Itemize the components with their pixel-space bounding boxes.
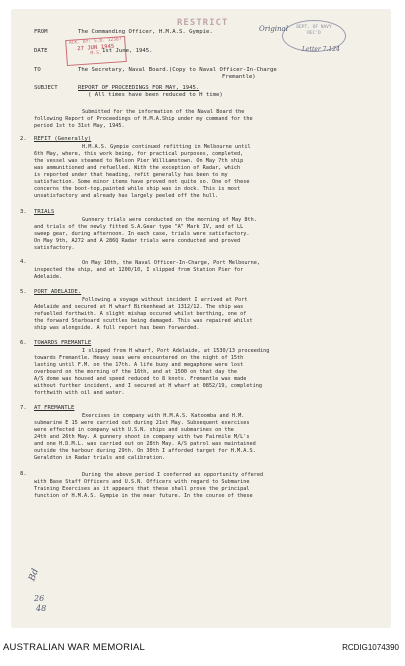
fremantle-line: forthwith with oil and water. — [34, 390, 125, 396]
from-value: The Commanding Officer, H.M.A.S. Gympie. — [78, 29, 213, 35]
fremantle-line: lasting until F.M. on the 17th. A life buoy and megaphone were lost — [34, 362, 244, 368]
section8-line: with Base Staff Officers and U.S.N. Officers with regard to Submarine — [34, 479, 250, 485]
section-number: 7. — [20, 405, 27, 411]
trials-line: satisfactory. — [34, 245, 75, 251]
at-fremantle-line: Exercises in company with H.M.A.S. Katoomba and H.M. — [82, 413, 245, 419]
fremantle-line: without further incident, and I secured at H wharf at 0852/19, completing — [34, 383, 262, 389]
at-fremantle-line: outside the harbour during 29th. On 30th I afforded target for H.M.A.S. — [34, 448, 256, 454]
received-stamp-line1: ACK. BY: S.B. 12307 — [68, 37, 122, 46]
section-number: 4. — [20, 259, 27, 265]
fremantle-line: towards Fremantle. Heavy seas were encountered on the night of 15th — [34, 355, 244, 361]
adelaide-line: refuelled forthwith. A slight mishap occured whilst berthing, one of — [34, 311, 247, 317]
received-stamp-line3: M.S. — [90, 50, 102, 57]
date-label: DATE — [34, 48, 48, 54]
adelaide-line: ship was alongside. A full report has been forwarded. — [34, 325, 200, 331]
section-heading-port-adelaide: PORT ADELAIDE. — [34, 289, 82, 295]
fremantle-line: A/S dome was housed and speed reduced to 8 knots. Fremantle was made — [34, 376, 247, 382]
section8-line: function of H.M.A.S. Gympie in the near future. In the course of these — [34, 493, 253, 499]
archive-source-label: AUSTRALIAN WAR MEMORIAL — [3, 642, 146, 653]
margin-initials: Bd — [27, 567, 42, 583]
section-number: 8. — [20, 471, 27, 477]
adelaide-line: the forward Starboard scuttles being damaged. This was repaired whilst — [34, 318, 253, 324]
subject-note: ( All times have been reduced to H time) — [88, 92, 223, 98]
navy-stamp-line2: REC'D — [307, 31, 321, 36]
section-heading-at-fremantle: AT FREMANTLE — [34, 405, 75, 411]
fremantle-line: I slipped from H wharf, Port Adelaide, at 1530/13 proceeding — [82, 348, 270, 354]
adelaide-line: Following a voyage without incident I arrived at Port — [82, 297, 248, 303]
folio-number-bottom: 48 — [36, 604, 47, 613]
refit-line: the vessel was steamed to Nelson Pier Williamstown. On May 7th ship — [34, 158, 244, 164]
at-fremantle-line: 24th and 26th May. A gunnery shoot in company with two Fairmile M/L's — [34, 434, 250, 440]
at-fremantle-line: and one H.D.M.L. was carried out on 28th May. A/S patrol was maintained — [34, 441, 256, 447]
adelaide-line: Adelaide and secured at H wharf Birkenhead at 1312/12. The ship was — [34, 304, 244, 310]
intro-line: following Report of Proceedings of H.M.A.Ship under my command for the — [34, 116, 253, 122]
section8-line: During the above period I conferred as opportunity offered — [82, 472, 264, 478]
refit-line: satisfaction. Some minor items have proved not quite so. One of these — [34, 179, 250, 185]
at-fremantle-line: submarine E 15 were carried out during 21st May. Subsequent exercises — [34, 420, 250, 426]
fremantle-line: overboard on the morning of the 16th, and at 1500 on that day the — [34, 369, 238, 375]
at-fremantle-line: were effected in company with U.S.N. ships and submarines on the — [34, 427, 234, 433]
intro-line: Submitted for the information of the Naval Board the — [82, 109, 245, 115]
to-value-continued: Fremantle) — [222, 74, 256, 80]
intro-line: period 1st to 31st May, 1945. — [34, 123, 125, 129]
at-fremantle-line: Geraldton in Radar trials and calibration. — [34, 455, 166, 461]
subject-label: SUBJECT — [34, 85, 58, 91]
section-number: 5. — [20, 289, 27, 295]
refit-line: was ammunitioned and refuelled. With the exception of Radar, which — [34, 165, 241, 171]
to-value: The Secretary, Naval Board.(Copy to Naval Officer-In-Charge — [78, 67, 277, 73]
trials-line: Gunnery trials were conducted on the morning of May 8th. — [82, 217, 257, 223]
navy-stamp-line1: DEPT. OF NAVY — [296, 25, 332, 30]
trials-line: sweep gear, during afternoon. In each case, trials were satisfactory. — [34, 231, 250, 237]
section8-line: Training Exercises as it appears that these shall prove the principal — [34, 486, 250, 492]
from-label: FROM — [34, 29, 48, 35]
refit-line: concerns the boot-top,painted while ship was in dock. This is most — [34, 186, 241, 192]
restricted-stamp: RESTRICT — [177, 18, 229, 28]
handwritten-letter-ref: Letter 7.124 — [302, 46, 340, 53]
section-heading-refit: REFIT (Generally) — [34, 136, 92, 142]
section-number: 6. — [20, 340, 27, 346]
date-value: 1st June, 1945. — [102, 48, 153, 54]
section-number: 3. — [20, 209, 27, 215]
document-page — [12, 10, 390, 627]
refit-line: is reported under that heading, refit generally has been to my — [34, 172, 228, 178]
archive-record-id: RCDIG1074390 — [342, 643, 399, 652]
to-label: TO — [34, 67, 41, 73]
section4-line: On May 10th, the Naval Officer-In-Charge, Port Melbourne, — [82, 260, 261, 266]
section-heading-trials: TRIALS — [34, 209, 55, 215]
section4-line: Adelaide. — [34, 274, 63, 280]
section-heading-towards-fremantle: TOWARDS FREMANTLE — [34, 340, 92, 346]
handwritten-original: Original — [259, 25, 288, 33]
refit-line: H.M.A.S. Gympie continued refitting in Melbourne until — [82, 144, 251, 150]
refit-line: 6th May, where, this work being, for practical purposes, completed, — [34, 151, 244, 157]
subject-value: REPORT OF PROCEEDINGS FOR MAY, 1945. — [78, 85, 200, 91]
section-number: 2. — [20, 136, 27, 142]
refit-line: unsatisfactory and already has largely peeled off the hull. — [34, 193, 219, 199]
trials-line: and trials of the newly fitted S.A.Gear type "A" Mark IV, and of LL — [34, 224, 244, 230]
trials-line: On May 9th, A272 and A 286Q Radar trials were conducted and proved — [34, 238, 241, 244]
received-stamp-line2: 27 JUN 1945 — [77, 43, 115, 53]
folio-number-top: 26 — [34, 594, 45, 603]
section4-line: inspected the ship, and at 1200/10, I slipped from Station Pier for — [34, 267, 244, 273]
